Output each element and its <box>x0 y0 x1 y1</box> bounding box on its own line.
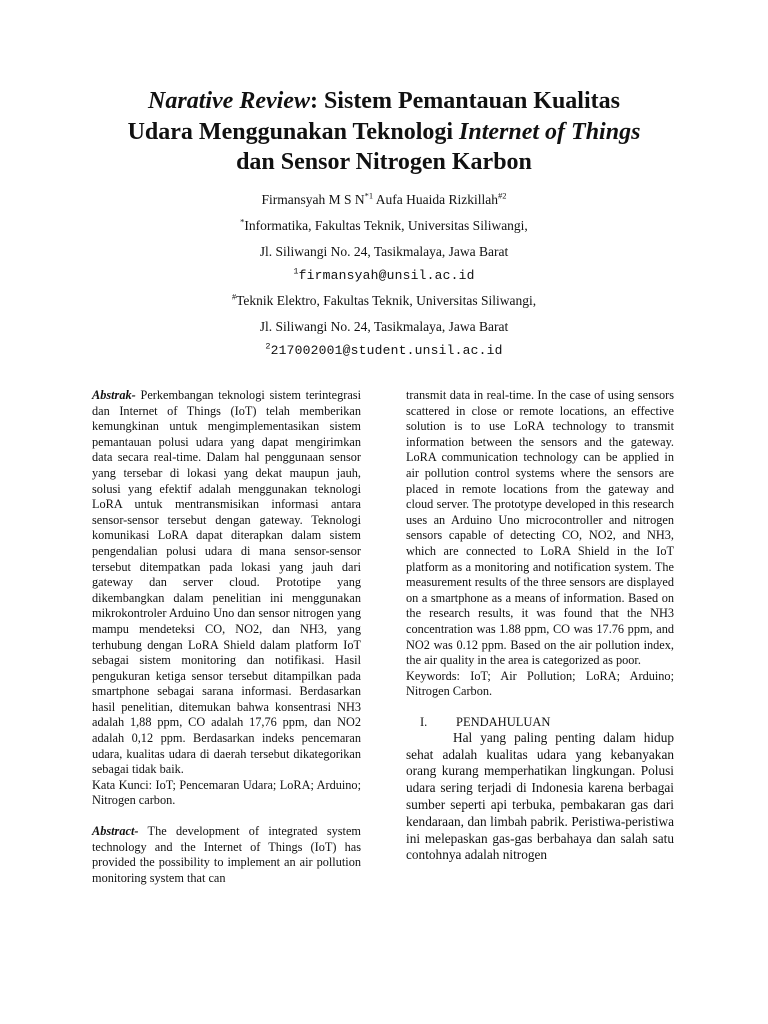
affiliation-2-line-1: #Teknik Elektro, Fakultas Teknik, Universitas Siliwangi, <box>231 291 537 308</box>
affiliation-1-line-1: *Informatika, Fakultas Teknik, Universitas Siliwangi, <box>240 216 528 233</box>
section-heading: I. PENDAHULUAN <box>420 714 551 729</box>
paper-title <box>60 86 708 178</box>
keywords: Keywords: IoT; Air Pollution; LoRA; Arduino; Nitrogen Carbon. <box>406 668 674 699</box>
kata-kunci: Kata Kunci: IoT; Pencemaran Udara; LoRA; Arduino; Nitrogen carbon. <box>92 777 361 808</box>
abstrak-paragraph: Abstrak- Perkembangan teknologi sistem terintegrasi dan Internet of Things (IoT) telah memberikan kemungkinan untuk mengimplementasikan sistem pemantauan polusi udara yang dapat mengirimkan data secara real-time. Dalam hal penggunaan sensor yang tersebar di lokasi yang dekat maupun jauh, solusi yang efektif adalah menggunakan teknologi LoRA untuk mentransmisikan informasi antara sensor-sensor tersebut dengan gateway. Teknologi komunikasi LoRA dapat diterapkan dalam sistem pengendalian polusi udara di mana sensor-sensor tersebut ditempatkan pada lokasi yang jauh dari gateway dan server cloud. Prototipe yang dikembangkan dalam penelitian ini menggunakan mikrokontroler Arduino Uno dan sensor nitrogen yang mampu mendeteksi CO, NO2, dan NH3, yang terhubung dengan LoRA Shield dalam platform IoT sebagai sistem monitoring dan notifikasi. Hasil pengukuran ketiga sensor tersebut ditampilkan pada smartphone sebagai sarana informasi. Berdasarkan hasil penelitian, ditemukan bahwa konsentrasi NH3 adalah 1,88 ppm, CO adalah 17,76 ppm, dan NO2 adalah 0,12 ppm. Berdasarkan indeks pencemaran udara, kualitas udara di daerah tersebut dikategorikan sebagai tidak baik. <box>92 388 361 777</box>
affiliation-1-line-2: Jl. Siliwangi No. 24, Tasikmalaya, Jawa Barat <box>259 244 509 259</box>
author-names: Firmansyah M S $N^{*1}$ Aufa Huaida Rizkillah$^{\#2}$ <box>261 190 507 207</box>
right-column <box>406 388 674 864</box>
title-line-1: Narative Review: Sistem Pemantauan Kualitas <box>148 88 620 114</box>
abstract-paragraph-continued: transmit data in real-time. In the case of using sensors scattered in close or remote locations, an effective solution is to use LoRA technology to transmit information between the sensors and the gateway. LoRA communication technology can be applied in air pollution control systems where the sensors are placed in remote locations from the gateway and cloud server. The prototype developed in this research uses an Arduino Uno microcontroller and nitrogen sensors capable of detecting CO, NO2, and NH3, which are connected to LoRA Shield in the IoT platform as a monitoring and notification system. The measurement results of the three sensors are displayed on a smartphone as a means of information. Based on the research results, it was found that the NH3 concentration was 1.88 ppm, CO was 17.76 ppm, and NO2 was 0.12 ppm. Based on the air pollution index, the air quality in the area is categorized as poor. <box>406 388 674 668</box>
abstract-paragraph-start: Abstract- The development of integrated system technology and the Internet of Things (IoT) has provided the possibility to implement an air pollution monitoring system that can <box>92 824 361 885</box>
email-1[interactable]: $^1$firmansyah@unsil.ac.id <box>293 266 475 283</box>
intro-paragraph: Hal yang paling penting dalam hidup sehat adalah kualitas udara yang kebanyakan orang kurang memperhatikan lingkungan. Polusi udara sering terjadi di Indonesia karena berbagai sumber seperti api terbuka, pembakaran gas dari kendaraan, dan limbah pabrik. Peristiwa-peristiwa ini melepaskan gas-gas berbahaya dan salah satu contohnya adalah nitrogen <box>406 729 674 863</box>
email-2[interactable]: $^2$217002001@student.unsil.ac.id <box>265 341 503 358</box>
title-line-3: dan Sensor Nitrogen Karbon <box>236 149 532 175</box>
title-line-2: Udara Menggunakan Teknologi Internet of Things <box>127 118 641 145</box>
left-column <box>92 388 361 886</box>
affiliation-2-line-2: Jl. Siliwangi No. 24, Tasikmalaya, Jawa Barat <box>259 319 509 334</box>
